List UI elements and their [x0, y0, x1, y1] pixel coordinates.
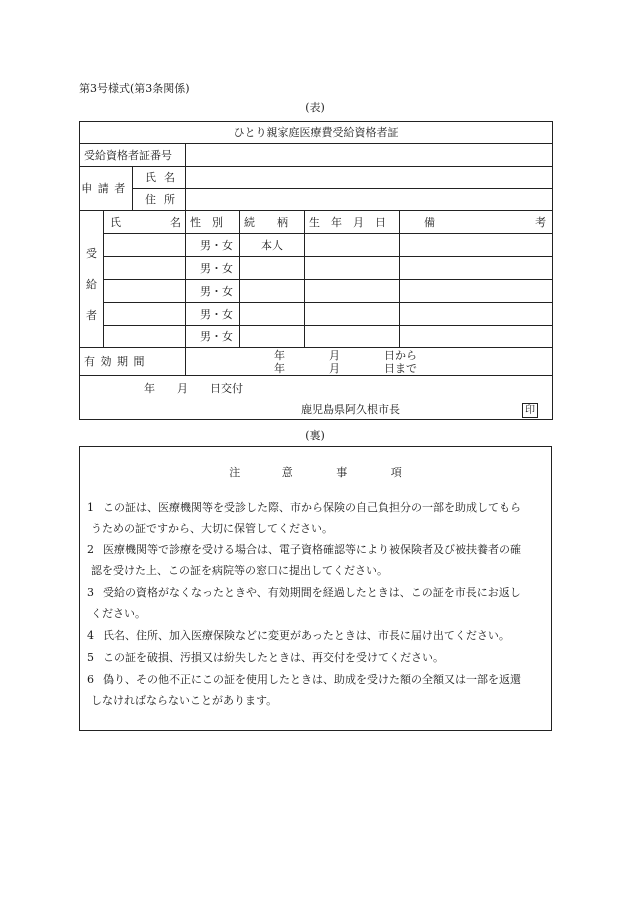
note-text: この証は、医療機関等を受診した際、市から保険の自己負担分の一部を助成してもら — [103, 501, 521, 514]
recipient-row — [80, 234, 553, 257]
col-name-part-b: 名 — [170, 215, 181, 229]
issued-date: 年 月 日交付 — [144, 382, 243, 395]
recipient-gender-cell[interactable]: 男・女 — [186, 303, 240, 326]
recipients-char-3: 者 — [86, 308, 97, 322]
recipient-birth-cell[interactable] — [305, 303, 400, 326]
recipient-birth-cell[interactable] — [305, 280, 400, 303]
validity-from: 年 月 日から — [274, 348, 417, 362]
validity-field — [186, 348, 553, 376]
recipient-remarks-cell[interactable] — [400, 234, 553, 257]
recipient-row — [80, 257, 553, 280]
issuance-cell — [80, 376, 553, 420]
name-label-part-b: 名 — [164, 171, 175, 184]
address-label-part-a: 住 — [145, 193, 156, 206]
recipient-remarks-cell[interactable] — [400, 280, 553, 303]
recipient-gender-cell[interactable]: 男・女 — [186, 234, 240, 257]
note-text-continued: ください。 — [91, 607, 146, 620]
note-text: この証を破損、汚損又は紛失したときは、再交付を受けてください。 — [103, 651, 444, 664]
recipient-name-cell[interactable] — [104, 303, 186, 326]
address-label-part-b: 所 — [164, 193, 175, 206]
back-side-label: (裏) — [305, 429, 325, 442]
note-number: 3 — [87, 586, 94, 599]
note-number: 5 — [87, 651, 94, 664]
note-number: 1 — [87, 501, 94, 514]
recipient-row — [80, 326, 553, 348]
cert-number-field[interactable] — [186, 144, 553, 167]
col-header-birth: 生 年 月 日 — [305, 211, 400, 234]
recipient-relation-cell[interactable]: 本人 — [240, 234, 305, 257]
note-number: 6 — [87, 673, 94, 686]
certificate-title: ひとり親家庭医療費受給資格者証 — [80, 122, 553, 144]
validity-to: 年 月 日まで — [274, 361, 417, 375]
applicant-name-label — [133, 167, 186, 189]
notes-title-char: 事 — [336, 466, 348, 479]
note-text-continued: 認を受けた上、この証を病院等の窓口に提出してください。 — [91, 564, 388, 577]
recipient-gender-cell[interactable]: 男・女 — [186, 280, 240, 303]
validity-label: 有効期間 — [80, 348, 186, 376]
note-text-continued: うための証ですから、大切に保管してください。 — [91, 522, 333, 535]
applicant-address-label — [133, 189, 186, 211]
recipient-birth-cell[interactable] — [305, 234, 400, 257]
note-item — [87, 539, 547, 581]
note-item — [87, 669, 547, 711]
recipient-name-cell[interactable] — [104, 257, 186, 280]
recipient-relation-cell[interactable] — [240, 280, 305, 303]
note-text: 氏名、住所、加入医療保険などに変更があったときは、市長に届け出てください。 — [103, 629, 510, 642]
note-text-continued: しなければならないことがあります。 — [91, 694, 278, 707]
recipient-relation-cell[interactable] — [240, 326, 305, 348]
certificate-table — [79, 121, 553, 420]
recipient-relation-cell[interactable] — [240, 257, 305, 280]
recipient-gender-cell[interactable]: 男・女 — [186, 257, 240, 280]
notes-title-char: 注 — [229, 466, 241, 479]
col-remarks-part-b: 考 — [535, 215, 547, 229]
recipient-remarks-cell[interactable] — [400, 257, 553, 280]
col-remarks-part-a: 備 — [424, 215, 435, 229]
recipient-name-cell[interactable] — [104, 280, 186, 303]
col-header-name — [104, 211, 186, 234]
name-label-part-a: 氏 — [145, 171, 156, 184]
recipient-gender-cell[interactable]: 男・女 — [186, 326, 240, 348]
cert-number-label: 受給資格者証番号 — [80, 144, 186, 167]
recipient-birth-cell[interactable] — [305, 326, 400, 348]
recipient-row — [80, 280, 553, 303]
seal-stamp: 印 — [522, 403, 538, 418]
col-header-gender: 性 別 — [186, 211, 240, 234]
form-number: 第3号様式(第3条関係) — [79, 82, 190, 95]
note-item — [87, 497, 547, 539]
recipient-name-cell[interactable] — [104, 326, 186, 348]
notes-title-char: 意 — [281, 466, 293, 479]
front-side-label: (表) — [305, 101, 325, 114]
recipient-row — [80, 303, 553, 326]
note-text: 医療機関等で診療を受ける場合は、電子資格確認等により被保険者及び被扶養者の確 — [103, 543, 521, 556]
recipients-char-2: 給 — [86, 277, 97, 291]
note-number: 4 — [87, 629, 94, 642]
col-name-part-a: 氏 — [110, 215, 121, 229]
applicant-name-field[interactable] — [186, 167, 553, 189]
recipient-name-cell[interactable] — [104, 234, 186, 257]
notes-box — [79, 446, 552, 731]
note-item — [87, 647, 547, 668]
recipient-remarks-cell[interactable] — [400, 303, 553, 326]
notes-title — [80, 464, 551, 480]
notes-title-char: 項 — [390, 466, 402, 479]
note-item — [87, 582, 547, 624]
seal-mark — [522, 403, 538, 418]
issuer-name: 鹿児島県阿久根市長 — [301, 403, 400, 416]
recipients-label — [80, 211, 104, 348]
col-header-relation: 続 柄 — [240, 211, 305, 234]
col-header-remarks — [400, 211, 553, 234]
applicant-address-field[interactable] — [186, 189, 553, 211]
recipient-relation-cell[interactable] — [240, 303, 305, 326]
note-item — [87, 625, 547, 646]
note-number: 2 — [87, 543, 94, 556]
applicant-label: 申請者 — [80, 167, 133, 211]
recipients-char-1: 受 — [86, 246, 97, 260]
recipient-remarks-cell[interactable] — [400, 326, 553, 348]
note-text: 受給の資格がなくなったときや、有効期間を経過したときは、この証を市長にお返し — [103, 586, 521, 599]
note-text: 偽り、その他不正にこの証を使用したときは、助成を受けた額の全額又は一部を返還 — [103, 673, 521, 686]
recipient-birth-cell[interactable] — [305, 257, 400, 280]
